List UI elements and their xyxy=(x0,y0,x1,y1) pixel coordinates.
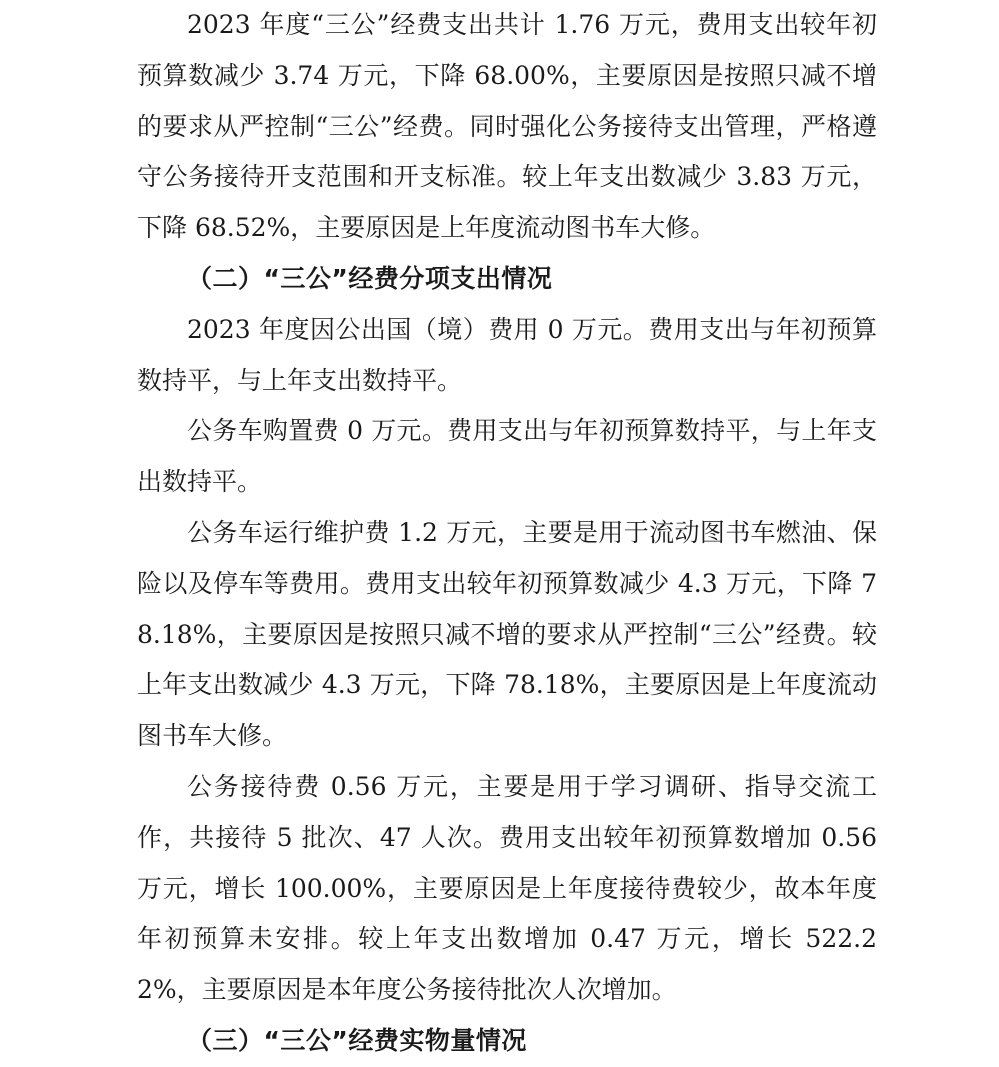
paragraph-total-expenditure: 2023 年度“三公”经费支出共计 1.76 万元，费用支出较年初预算数减少 3.74 万元，下降 68.00%，主要原因是按照只减不增的要求从严控制“三公”经费。同时强化公务接待支出管理，严格遵守公务接待开支范围和开支标准。较上年支出数减少 3.83 万元，下降 68.52%，主要原因是上年度流动图书车大修。 xyxy=(137,10,877,243)
paragraph-vehicle-maintenance: 公务车运行维护费 1.2 万元，主要是用于流动图书车燃油、保险以及停车等费用。费用支出较年初预算数减少 4.3 万元，下降 78.18%，主要原因是按照只减不增的要求从严控制“三公”经费。较上年支出数减少 4.3 万元，下降 78.18%，主要原因是上年度流动图书车大修。 xyxy=(137,517,877,751)
paragraph-vehicle-purchase: 公务车购置费 0 万元。费用支出与年初预算数持平，与上年支出数持平。 xyxy=(137,416,877,497)
paragraph-official-reception: 公务接待费 0.56 万元，主要是用于学习调研、指导交流工作，共接待 5 批次、47 人次。费用支出较年初预算数增加 0.56 万元，增长 100.00%，主要原因是上年度接待费较少，故本年度年初预算未安排。较上年支出数增加 0.47 万元，增长 522.22%，主要原因是本年度公务接待批次人次增加。 xyxy=(137,771,877,1005)
section-heading-physical-quantity: （三）“三公”经费实物量情况 xyxy=(187,1025,527,1055)
paragraph-overseas-travel: 2023 年度因公出国（境）费用 0 万元。费用支出与年初预算数持平，与上年支出数持平。 xyxy=(137,314,877,395)
section-heading-itemized-expenditure: （二）“三公”经费分项支出情况 xyxy=(187,263,553,293)
document-page xyxy=(137,0,877,1067)
